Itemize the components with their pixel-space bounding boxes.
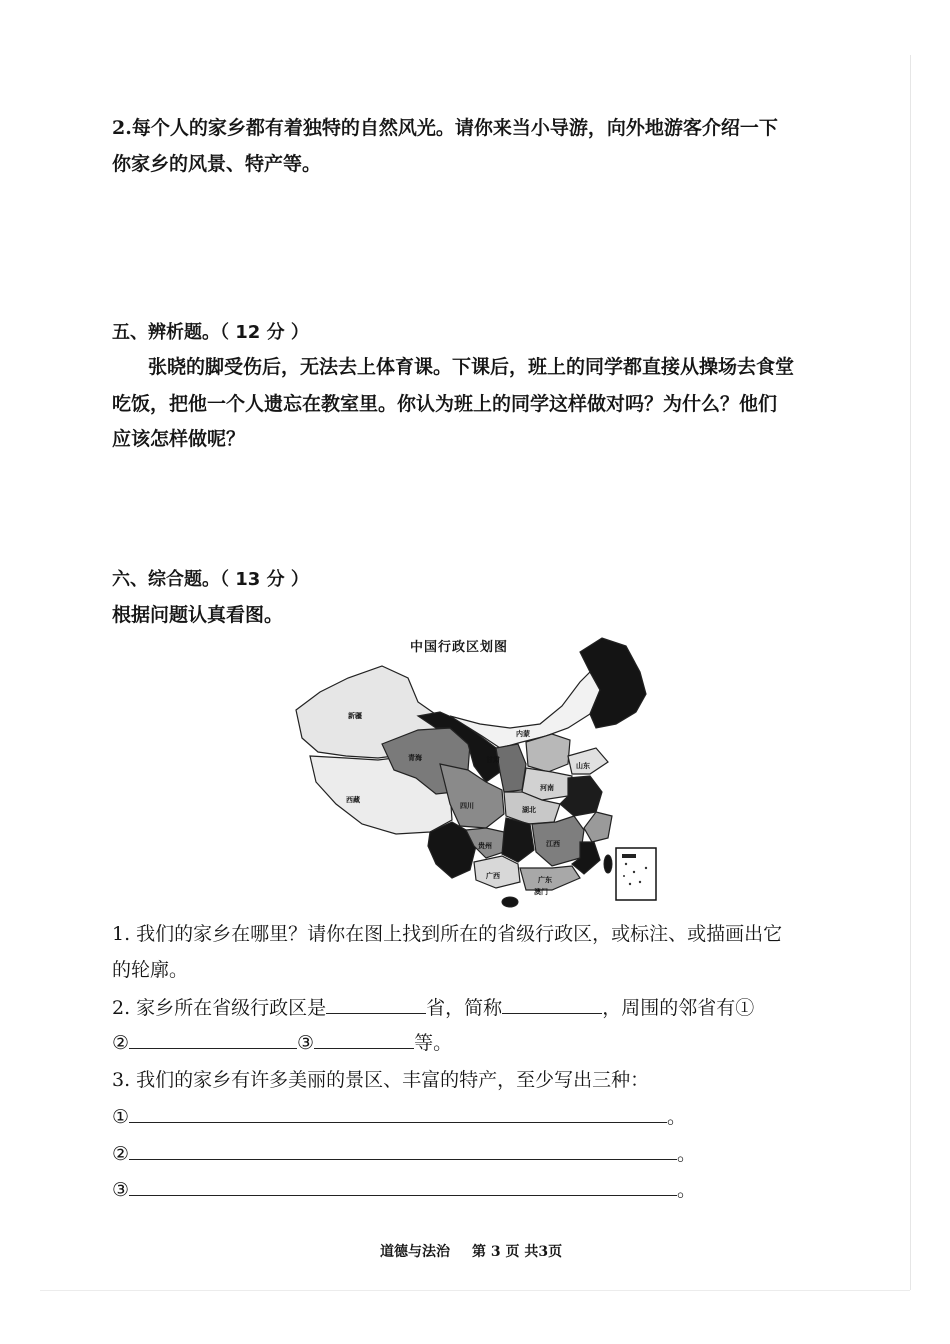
province-taiwan [604,855,612,873]
label-shandong: 山东 [576,762,590,770]
province-zhejiang [584,812,612,842]
q6-2-line-2 [112,1028,452,1056]
china-map-figure [290,632,670,912]
province-hebei [526,734,570,772]
label-hubei: 湖北 [522,806,536,814]
neighbor-2-blank[interactable] [129,1028,297,1049]
label-xizang: 西藏 [346,796,360,804]
neighbor-2-mark: ② [112,1032,130,1054]
province-hainan [502,897,518,907]
label-sichuan: 四川 [460,802,474,810]
label-xinjiang: 新疆 [348,712,362,720]
label-jiangxi: 江西 [546,840,560,848]
province-shaanxi [496,744,526,792]
q6-1-line-1: 1. 我们的家乡在哪里？请你在图上找到所在的省级行政区，或标注、或描画出它 [112,923,783,945]
section-6-intro: 根据问题认真看图。 [112,604,284,626]
q6-2-line-1 [112,993,754,1021]
answer-line-2 [112,1139,696,1167]
section-5-heading: 五、辨析题。（ 12 分 ） [112,322,309,343]
footer-subject: 道德与法治 [380,1244,450,1260]
answer-2-blank[interactable] [129,1139,677,1160]
q6-2-end: 等。 [414,1032,453,1054]
label-henan: 河南 [540,784,554,792]
province-blank[interactable] [326,993,426,1014]
label-gansu: 甘肃 [486,756,500,764]
label-neimenggu: 内蒙 [516,730,530,738]
section-5-line-1: 张晓的脚受伤后，无法去上体育课。下课后，班上的同学都直接从操场去食堂 [148,356,795,378]
q6-1-line-2: 的轮廓。 [112,959,189,981]
q6-2-prompt: 2. 家乡所在省级行政区是 [112,997,327,1019]
q4-2-line-1: 2.每个人的家乡都有着独特的自然风光。请你来当小导游，向外地游客介绍一下 [112,117,778,139]
answer-2-period: 。 [677,1143,697,1165]
page-edge-right [910,55,911,1290]
q4-2-line-2: 你家乡的风景、特产等。 [112,153,322,175]
q6-2-neighbors: ，周围的邻省有① [602,997,755,1019]
neighbor-3-mark: ③ [297,1032,315,1054]
label-qinghai: 青海 [408,754,422,762]
answer-1-blank[interactable] [129,1102,667,1123]
answer-1-period: 。 [667,1106,687,1128]
footer-page-number: 第 3 页 共3页 [472,1244,563,1260]
section-6-heading: 六、综合题。（ 13 分 ） [112,569,309,590]
section-5-line-2: 吃饭，把他一个人遗忘在教室里。你认为班上的同学这样做对吗？为什么？他们 [112,393,778,415]
province-shandong [568,748,608,774]
answer-3-blank[interactable] [129,1175,677,1196]
answer-line-1 [112,1102,686,1130]
answer-1-mark: ① [112,1106,130,1128]
answer-2-mark: ② [112,1143,130,1165]
map-title: 中国行政区划图 [410,640,509,655]
q6-2-province-suffix: 省，简称 [426,997,503,1019]
answer-3-mark: ③ [112,1179,130,1201]
label-guangdong: 广东 [538,876,552,884]
abbreviation-blank[interactable] [502,993,602,1014]
answer-3-period: 。 [677,1179,697,1201]
page-edge-bottom [40,1290,910,1291]
label-guizhou: 贵州 [478,842,492,850]
section-5-line-3: 应该怎样做呢？ [112,428,246,450]
answer-line-3 [112,1175,696,1203]
q6-3-prompt: 3. 我们的家乡有许多美丽的景区、丰富的特产，至少写出三种： [112,1069,650,1091]
label-aomen: 澳门 [534,888,548,896]
label-guangxi: 广西 [486,872,500,880]
china-map [290,632,670,912]
province-hunan [502,818,534,862]
neighbor-3-blank[interactable] [314,1028,414,1049]
